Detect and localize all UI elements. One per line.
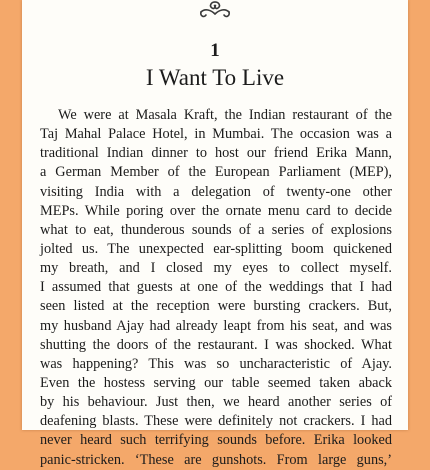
text-line: I assumed that guests at one of the weddings that I had [40, 279, 392, 296]
text-line: never heard such terrifying sounds before. Erika looked [40, 432, 392, 449]
chapter-title: I Want To Live [145, 65, 285, 90]
flourish-ornament-icon [195, 0, 235, 22]
text-line: traditional Indian dinner to host our friend Erika Mann, [40, 145, 392, 162]
text-line: a German Member of the European Parliament (MEP), [40, 164, 392, 181]
text-line: MEPs. While poring over the ornate menu card to decide [40, 202, 392, 219]
text-line: jolted us. The unexpected ear-splitting boom quickened [40, 240, 392, 257]
text-line: deafening blasts. These were definitely not crackers. I had [40, 413, 392, 430]
text-line: what to eat, thunderous sounds of a series of explosions [40, 221, 392, 238]
text-line: Even the hostess serving our table seemed taken aback [40, 374, 392, 391]
text-line: by his behaviour. Just then, we heard another series of [40, 394, 392, 411]
text-line: was happening? This was so uncharacteristic of Ajay. [40, 355, 392, 372]
text-line: visiting India with a delegation of twenty-one other [40, 183, 392, 200]
text-line: my breath, and I closed my eyes to collect myself. [40, 260, 392, 277]
text-line: my husband Ajay had already leapt from his seat, and was [40, 317, 392, 334]
chapter-body-text [40, 106, 392, 470]
text-line: shutting the doors of the restaurant. I was shocked. What [40, 336, 392, 353]
chapter-number: 1 [210, 40, 220, 61]
text-line: Taj Mahal Palace Hotel, in Mumbai. The occasion was a [40, 126, 392, 143]
text-line: seen listed at the reception were bursting crackers. But, [40, 298, 392, 315]
book-page [22, 0, 408, 468]
text-line: panic-stricken. ‘These are gunshots. From large guns,’ [40, 451, 392, 468]
text-line: We were at Masala Kraft, the Indian restaurant of the [58, 107, 392, 123]
